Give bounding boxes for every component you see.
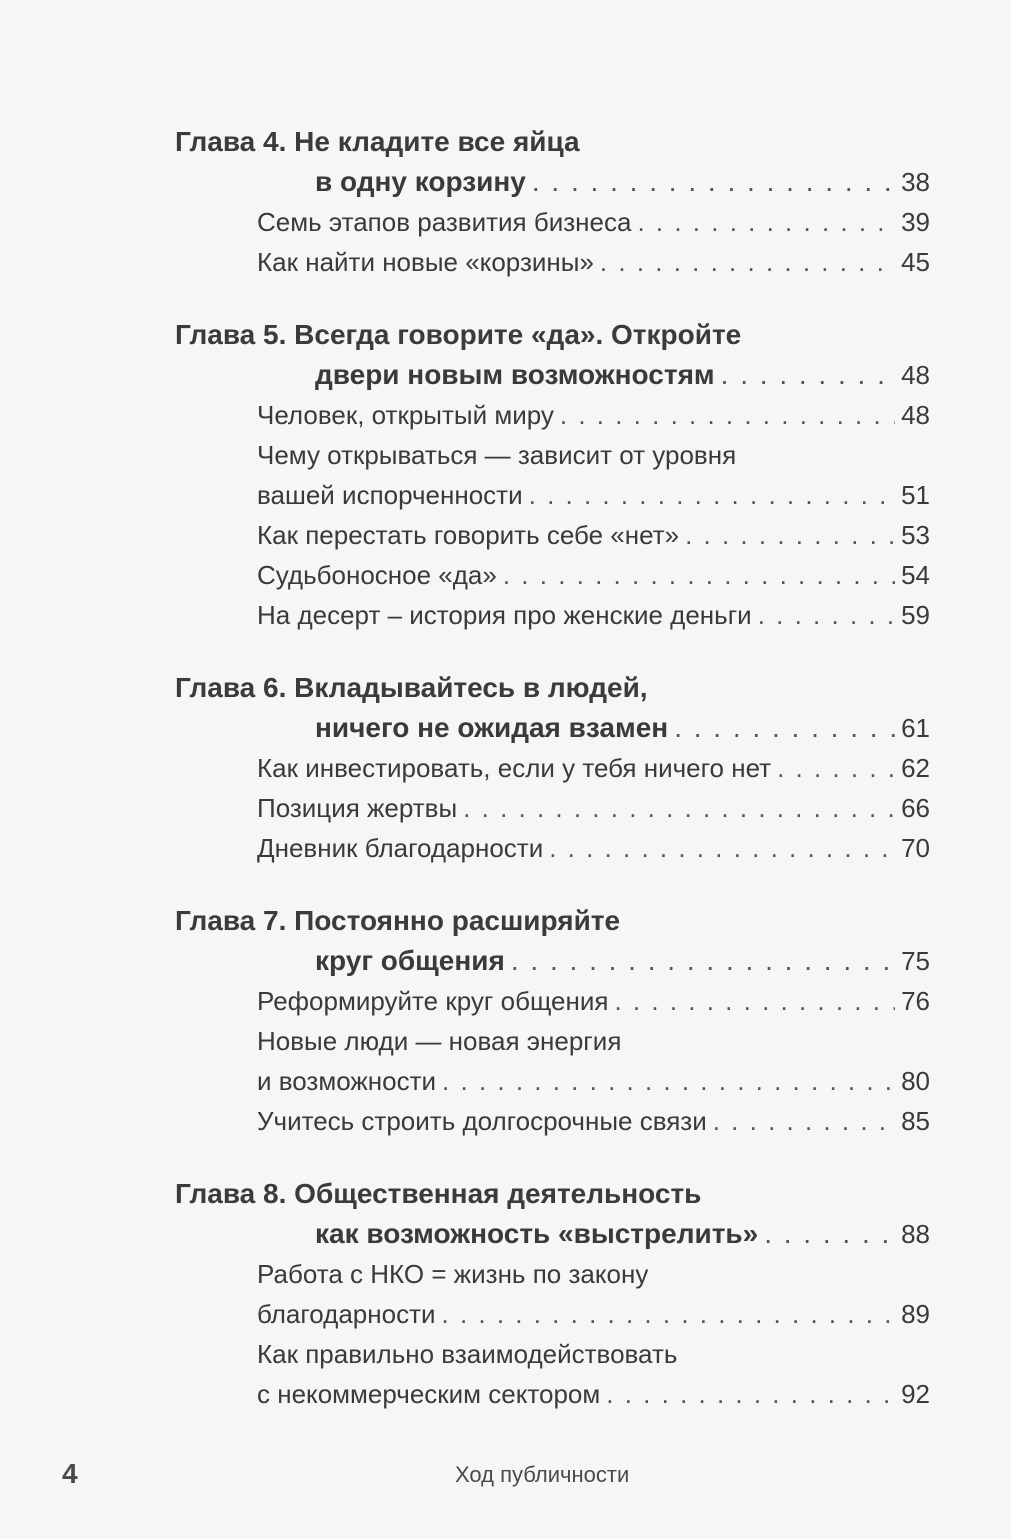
- page-number: 75: [901, 946, 930, 976]
- chapter-title-cont: ничего не ожидая взамен: [315, 712, 669, 743]
- page-number: 53: [901, 520, 930, 550]
- section-title-first-line: Как правильно взаимодействовать: [257, 1339, 678, 1369]
- page-number: 76: [901, 986, 930, 1016]
- chapter-title-line[interactable]: [175, 1214, 930, 1254]
- toc-chapter-7: [175, 901, 930, 1141]
- page-number: 66: [901, 793, 930, 823]
- dot-leader: [614, 981, 895, 1021]
- chapter-title-line[interactable]: [175, 162, 930, 202]
- toc-section[interactable]: [175, 1101, 930, 1141]
- page-number: 59: [901, 600, 930, 630]
- chapter-title: Глава 4. Не кладите все яйца: [175, 126, 580, 157]
- dot-leader: [503, 555, 895, 595]
- chapter-title-line[interactable]: [175, 355, 930, 395]
- chapter-title: Глава 6. Вкладывайтесь в людей,: [175, 672, 648, 703]
- page-number: 39: [901, 207, 930, 237]
- section-title-cont: с некоммерческим сектором: [257, 1379, 601, 1409]
- page-number: 61: [901, 713, 930, 743]
- toc-chapter-6: [175, 668, 930, 868]
- toc-chapter-8: [175, 1174, 930, 1414]
- toc-section[interactable]: [175, 1294, 930, 1334]
- page-number: 88: [901, 1219, 930, 1249]
- chapter-title-line[interactable]: [175, 941, 930, 981]
- toc-section[interactable]: [175, 981, 930, 1021]
- chapter-title: Глава 7. Постоянно расширяйте: [175, 905, 621, 936]
- section-title: Реформируйте круг общения: [257, 986, 609, 1016]
- chapter-title: Глава 5. Всегда говорите «да». Откройте: [175, 319, 742, 350]
- toc-section[interactable]: [175, 1061, 930, 1101]
- footer-page-number: 4: [62, 1458, 78, 1489]
- dot-leader: [606, 1374, 895, 1414]
- dot-leader: [511, 941, 895, 981]
- page-number: 51: [901, 480, 930, 510]
- running-title: Ход публичности: [455, 1462, 630, 1487]
- dot-leader: [685, 515, 895, 555]
- dot-leader: [529, 475, 895, 515]
- section-title-first-line: Работа с НКО = жизнь по закону: [257, 1259, 649, 1289]
- dot-leader: [674, 708, 895, 748]
- section-title: На десерт – история про женские деньги: [257, 600, 752, 630]
- section-title: Позиция жертвы: [257, 793, 458, 823]
- section-title: Судьбоносное «да»: [257, 560, 497, 590]
- section-title: Как перестать говорить себе «нет»: [257, 520, 680, 550]
- section-title-cont: вашей испорченности: [257, 480, 523, 510]
- dot-leader: [600, 242, 895, 282]
- dot-leader: [713, 1101, 895, 1141]
- toc-section[interactable]: [175, 748, 930, 788]
- toc-section[interactable]: [175, 1374, 930, 1414]
- dot-leader: [442, 1294, 896, 1334]
- dot-leader: [442, 1061, 895, 1101]
- page-number: 38: [901, 167, 930, 197]
- toc-section[interactable]: [175, 595, 930, 635]
- section-title-first-line: Новые люди — новая энергия: [257, 1026, 622, 1056]
- page-number: 48: [901, 400, 930, 430]
- chapter-title-cont: в одну корзину: [315, 166, 526, 197]
- dot-leader: [777, 748, 895, 788]
- page-number: 85: [901, 1106, 930, 1136]
- section-title-cont: благодарности: [257, 1299, 436, 1329]
- toc-chapter-5: [175, 315, 930, 635]
- section-title: Учитесь строить долгосрочные связи: [257, 1106, 707, 1136]
- section-title: Как инвестировать, если у тебя ничего нет: [257, 753, 772, 783]
- toc-section[interactable]: [175, 395, 930, 435]
- toc-section[interactable]: [175, 555, 930, 595]
- dot-leader: [532, 162, 895, 202]
- toc-chapter-4: [175, 122, 930, 282]
- section-title: Человек, открытый миру: [257, 400, 554, 430]
- table-of-contents: [175, 122, 930, 1447]
- chapter-title-line[interactable]: [175, 708, 930, 748]
- dot-leader: [721, 355, 895, 395]
- toc-section[interactable]: [175, 828, 930, 868]
- chapter-title: Глава 8. Общественная деятельность: [175, 1178, 702, 1209]
- section-title-cont: и возможности: [257, 1066, 437, 1096]
- toc-section[interactable]: [175, 515, 930, 555]
- page-number: 89: [901, 1299, 930, 1329]
- section-title-first-line: Чему открываться — зависит от уровня: [257, 440, 737, 470]
- dot-leader: [549, 828, 895, 868]
- toc-section[interactable]: [175, 242, 930, 282]
- section-title: Семь этапов развития бизнеса: [257, 207, 632, 237]
- page-number: 92: [901, 1379, 930, 1409]
- dot-leader: [758, 595, 895, 635]
- page-number: 70: [901, 833, 930, 863]
- page-number: 62: [901, 753, 930, 783]
- section-title: Как найти новые «корзины»: [257, 247, 594, 277]
- dot-leader: [463, 788, 895, 828]
- dot-leader: [764, 1214, 895, 1254]
- page-number: 45: [901, 247, 930, 277]
- toc-section[interactable]: [175, 475, 930, 515]
- section-title: Дневник благодарности: [257, 833, 544, 863]
- chapter-title-cont: круг общения: [315, 945, 505, 976]
- dot-leader: [560, 395, 895, 435]
- chapter-title-cont: как возможность «выстрелить»: [315, 1218, 759, 1249]
- dot-leader: [637, 202, 895, 242]
- toc-section[interactable]: [175, 202, 930, 242]
- page-number: 80: [901, 1066, 930, 1096]
- page-number: 54: [901, 560, 930, 590]
- page-number: 48: [901, 360, 930, 390]
- chapter-title-cont: двери новым возможностям: [315, 359, 715, 390]
- toc-section[interactable]: [175, 788, 930, 828]
